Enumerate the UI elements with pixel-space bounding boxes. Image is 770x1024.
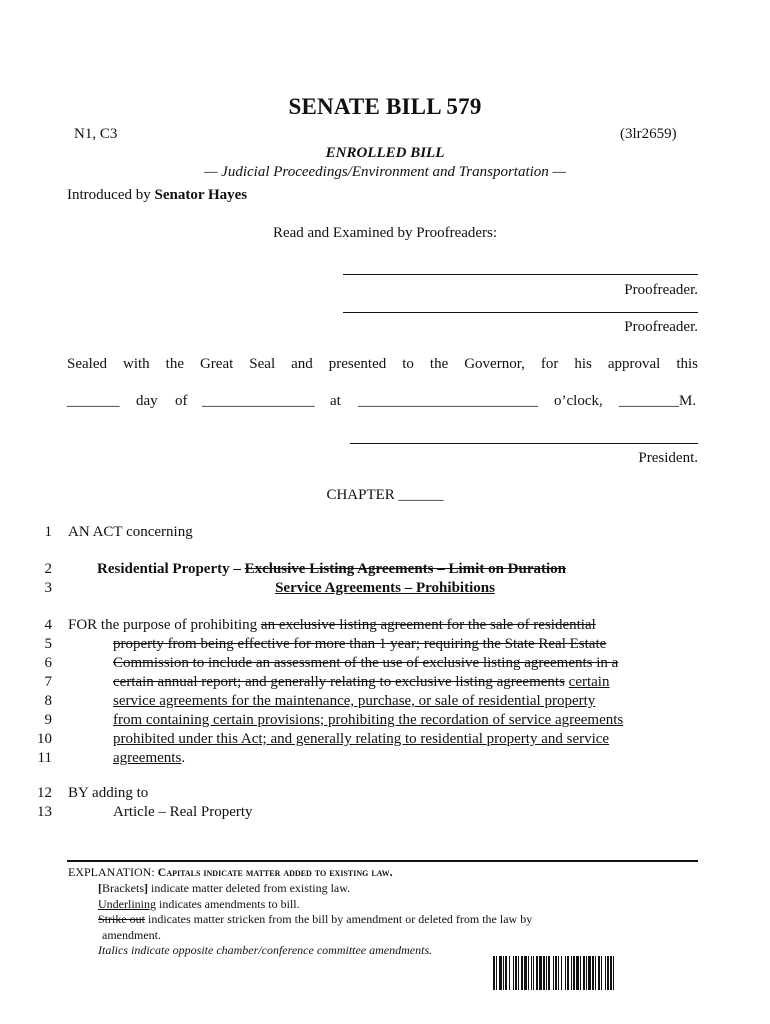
barcode-bar [580, 956, 581, 990]
barcode-bar [539, 956, 542, 990]
purpose-line-4 [68, 616, 596, 635]
bill-number-code: (3lr2659) [620, 126, 677, 142]
line-number: 3 [44, 580, 52, 596]
committees-line: — Judicial Proceedings/Environment and Transportation — [204, 164, 566, 180]
explanation-italics: Italics indicate opposite chamber/conference committee amendments. [98, 943, 433, 957]
explanation-strikeout-cont: amendment. [102, 928, 161, 942]
barcode-bar [509, 956, 510, 990]
of-label: of [175, 393, 188, 409]
barcode-bar [521, 956, 523, 990]
barcode-bar [592, 956, 594, 990]
chapter-line: CHAPTER ______ [326, 487, 444, 503]
barcode-bar [595, 956, 596, 990]
barcode-bar [513, 956, 514, 990]
act-concerning: AN ACT concerning [68, 524, 193, 540]
barcode-bar [546, 956, 547, 990]
explanation-divider [67, 860, 698, 862]
barcode-bar [573, 956, 575, 990]
brackets-text: indicate matter deleted from existing law. [147, 881, 351, 895]
purpose-line-8: service agreements for the maintenance, purchase, or sale of residential property [113, 693, 596, 709]
purpose-added: certain [568, 674, 610, 690]
purpose-line-11 [113, 749, 185, 768]
line-number: 8 [44, 693, 52, 709]
purpose-struck: an exclusive listing agreement for the sale of residential [260, 617, 596, 633]
barcode-bar [558, 956, 559, 990]
line-number: 9 [44, 712, 52, 728]
proofreader-signature-line-2 [343, 312, 698, 313]
barcode-bar [610, 956, 612, 990]
purpose-line-7 [113, 673, 609, 692]
line-number: 11 [37, 750, 52, 766]
barcode-bar [583, 956, 585, 990]
purpose-line-6: Commission to include an assessment of the use of exclusive listing agreements in a [113, 655, 619, 671]
barcode-bar [586, 956, 587, 990]
blank-m: ________ [619, 393, 679, 409]
purpose-struck: certain annual report; and generally relating to exclusive listing agreements [113, 674, 565, 690]
purpose-end: . [181, 750, 186, 766]
barcode-bar [571, 956, 572, 990]
barcode-bar [503, 956, 504, 990]
article-reference: Article – Real Property [113, 804, 253, 820]
barcode-bar [543, 956, 545, 990]
bracket-close: ] [143, 881, 148, 895]
barcode-bar [605, 956, 606, 990]
line-number: 6 [44, 655, 52, 671]
bill-title-line-1 [97, 560, 566, 579]
barcode-bar [518, 956, 519, 990]
line-number: 4 [44, 617, 52, 633]
purpose-prefix: FOR the purpose of prohibiting [68, 617, 261, 633]
barcode-bar [607, 956, 609, 990]
barcode-bar [524, 956, 527, 990]
barcode-bar [613, 956, 614, 990]
sponsor-name: Senator Hayes [154, 187, 248, 203]
explanation-underlining [98, 897, 300, 913]
barcode-bar [499, 956, 502, 990]
blank-at: ________________________ [358, 393, 538, 409]
proofreader-signature-line-1 [343, 274, 698, 275]
line-number: 7 [44, 674, 52, 690]
president-signature-line [350, 443, 698, 444]
title-part-a: Residential Property – [97, 561, 245, 577]
purpose-line-9: from containing certain provisions; prohibiting the recordation of service agreements [113, 712, 624, 728]
line-number: 10 [37, 731, 52, 747]
proofreaders-heading: Read and Examined by Proofreaders: [272, 225, 498, 241]
proofreader-label-2: Proofreader. [624, 319, 698, 335]
barcode-bar [493, 956, 495, 990]
enrolled-status: ENROLLED BILL [325, 145, 445, 161]
brackets-word: Brackets [102, 881, 144, 895]
barcode-bar [565, 956, 566, 990]
barcode-bar [496, 956, 497, 990]
title-struck: Exclusive Listing Agreements – Limit on Duration [244, 561, 567, 577]
underlining-text: indicates amendments to bill. [156, 897, 300, 911]
sealed-statement: Sealed with the Great Seal and presented to the Governor, for his approval this [67, 356, 698, 372]
bracket-open: [ [98, 881, 102, 895]
bill-title-line-2: Service Agreements – Prohibitions [275, 580, 495, 596]
barcode-bar [533, 956, 534, 990]
bill-codes: N1, C3 [74, 126, 118, 142]
explanation-brackets [98, 881, 350, 897]
day-label: day [136, 393, 158, 409]
line-number: 12 [37, 785, 52, 801]
bill-title: SENATE BILL 579 [288, 94, 482, 119]
barcode-bar [505, 956, 507, 990]
oclock-label: o’clock, [554, 393, 603, 409]
explanation-strikeout [98, 912, 532, 928]
purpose-added: agreements [113, 750, 182, 766]
line-number: 13 [37, 804, 52, 820]
purpose-line-5: property from being effective for more than 1 year; requiring the State Real Estate [113, 636, 607, 652]
line-number: 5 [44, 636, 52, 652]
barcode-bar [601, 956, 602, 990]
explanation-capitals-text: Capitals indicate matter added to existing law. [157, 865, 393, 879]
line-number: 1 [44, 524, 52, 540]
barcode-bar [528, 956, 529, 990]
blank-of: _______________ [202, 393, 315, 409]
by-adding: BY adding to [68, 785, 149, 801]
blank-day: _______ [67, 393, 120, 409]
at-label: at [330, 393, 341, 409]
barcode-bar [598, 956, 600, 990]
explanation-capitals [68, 865, 393, 881]
barcode-bar [555, 956, 557, 990]
barcode-bar [561, 956, 562, 990]
line-number: 2 [44, 561, 52, 577]
underlining-word: Underlining [98, 897, 156, 911]
barcode-bar [531, 956, 532, 990]
barcode-bar [548, 956, 550, 990]
purpose-line-10: prohibited under this Act; and generally relating to residential property and service [113, 731, 610, 747]
barcode-bar [588, 956, 591, 990]
barcode [493, 956, 681, 990]
barcode-bar [567, 956, 569, 990]
introduced-prefix: Introduced by [67, 187, 151, 203]
president-label: President. [638, 450, 698, 466]
strike-text: indicates matter stricken from the bill by amendment or deleted from the law by [145, 912, 533, 926]
proofreader-label-1: Proofreader. [624, 282, 698, 298]
barcode-bar [576, 956, 579, 990]
strike-word: Strike out [98, 912, 145, 926]
explanation-label: EXPLANATION: [68, 865, 158, 879]
m-label: M. [679, 393, 697, 409]
barcode-bar [553, 956, 554, 990]
barcode-bar [515, 956, 517, 990]
introduced-by [67, 186, 247, 205]
barcode-bar [536, 956, 538, 990]
